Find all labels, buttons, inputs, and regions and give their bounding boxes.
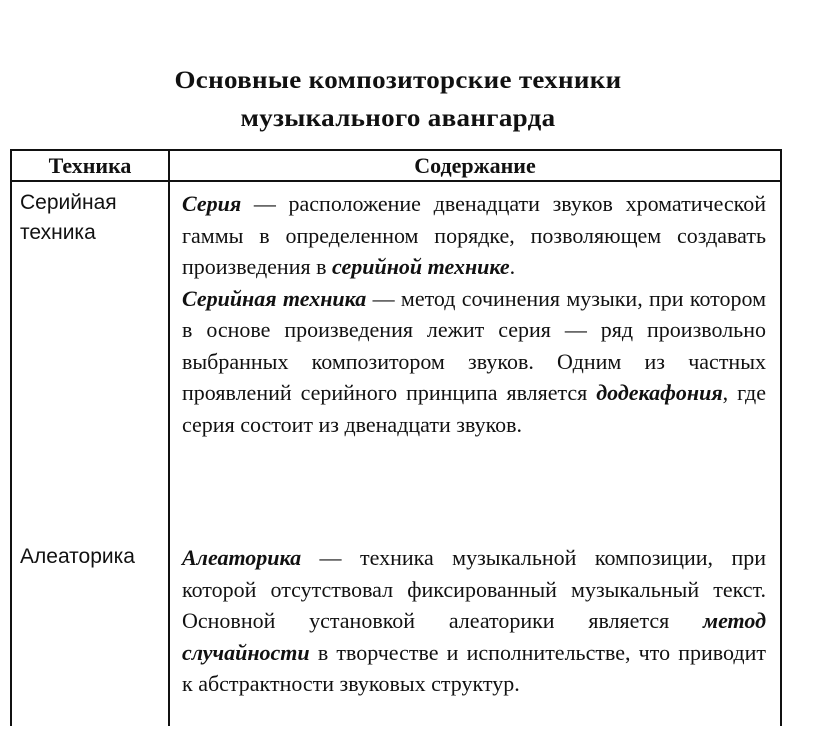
table-row — [11, 536, 781, 726]
technique-name-line-1: Серийная — [20, 191, 117, 214]
header-technique: Техника — [11, 150, 169, 181]
emphasized-term: додекафония — [596, 380, 723, 405]
technique-name-line-2: техника — [20, 221, 96, 244]
technique-content-cell — [169, 181, 781, 536]
definition-paragraph — [182, 188, 766, 283]
emphasized-term: серийной технике — [331, 254, 510, 279]
defined-term: Алеаторика — [182, 545, 302, 570]
technique-name-cell — [11, 181, 169, 536]
technique-name-line-1: Алеаторика — [20, 545, 135, 568]
title-line-2: музыкального авангарда — [240, 105, 556, 132]
emphasized-term: метод случайности — [182, 608, 766, 665]
table-row — [11, 181, 781, 536]
title-line-1: Основные композиторские техники — [174, 67, 622, 94]
techniques-table — [10, 149, 782, 726]
definition-text-end: . — [509, 254, 516, 279]
defined-term: Серийная техника — [182, 285, 367, 311]
table-header-row — [11, 150, 781, 181]
technique-name-cell — [11, 536, 169, 726]
technique-content-cell — [169, 536, 781, 726]
definition-paragraph — [182, 542, 766, 700]
definition-text: — метод сочинения музыки, при котором в основе произведения лежит серия — ряд произвольно выбранных композитором звуков. Одним из частных проявлений серийного принципа является — [182, 285, 766, 405]
definition-text-end: , где серия состоит из двенадцати звуков. — [182, 380, 766, 437]
page-title — [0, 62, 816, 138]
definition-text: — расположение двенадцати звуков хроматической гаммы в определенном порядке, позволяющем создавать произведения в — [182, 191, 766, 279]
defined-term: Серия — [182, 191, 242, 216]
header-content: Содержание — [169, 150, 781, 181]
definition-text-end: в творчестве и исполнительстве, что приводит к абстрактности звуковых структур. — [182, 639, 766, 696]
definition-paragraph — [182, 283, 766, 441]
definition-text: — техника музыкальной композиции, при которой отсутствовал фиксированный музыкальный текст. Основной установкой алеаторики является — [182, 545, 766, 633]
